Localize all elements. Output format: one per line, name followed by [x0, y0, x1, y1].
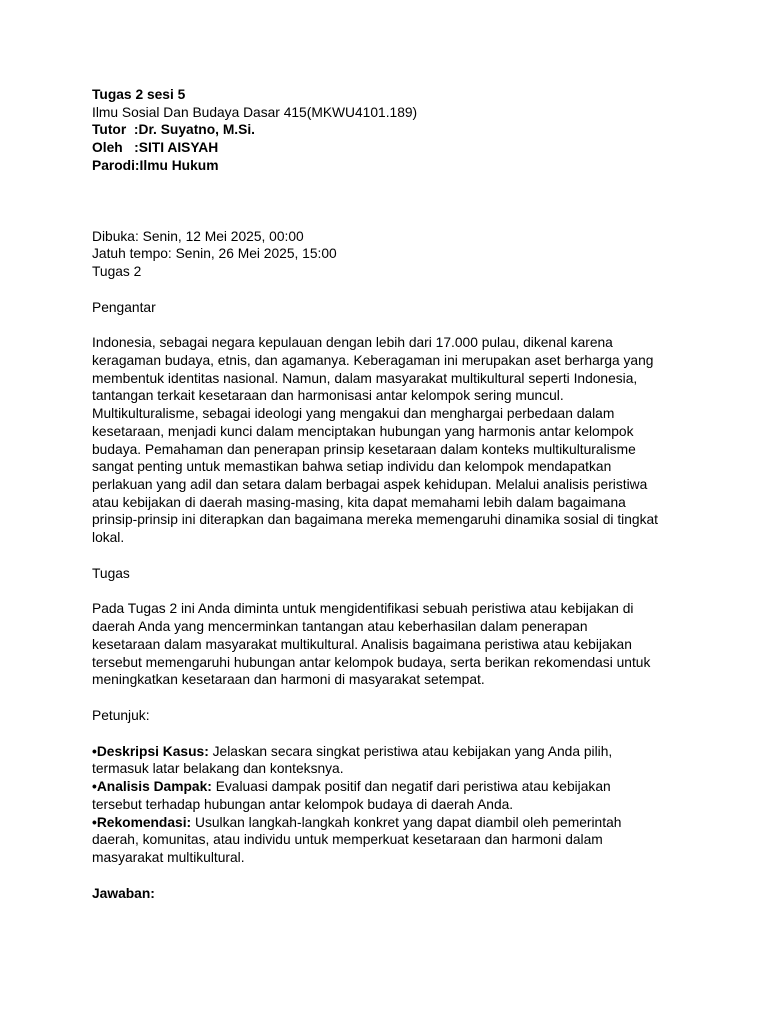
instruction-text: Evaluasi dampak positif dan negatif dari peristiwa atau kebijakan — [211, 779, 611, 795]
tutor-line: Tutor :Dr. Suyatno, M.Si. — [92, 122, 256, 138]
spacer — [92, 547, 684, 565]
paragraph-line: Indonesia, sebagai negara kepulauan dengan lebih dari 17.000 pulau, dikenal karena — [92, 335, 613, 351]
intro-heading: Pengantar — [92, 299, 156, 315]
paragraph-line: Multikulturalisme, sebagai ideologi yang mengakui dan menghargai perbedaan dalam — [92, 406, 615, 422]
paragraph-line: tantangan terkait kesetaraan dan harmonisasi antar kelompok sering muncul. — [92, 388, 564, 404]
opened-date: Dibuka: Senin, 12 Mei 2025, 00:00 — [92, 228, 304, 244]
spacer — [92, 689, 684, 707]
instruction-text: Usulkan langkah-langkah konkret yang dapat diambil oleh pemerintah — [191, 814, 622, 830]
spacer — [92, 725, 684, 743]
paragraph-line: kesetaraan, menjadi kunci dalam menciptakan hubungan yang harmonis antar kelompok — [92, 423, 634, 439]
paragraph-line: sangat penting untuk memastikan bahwa setiap individu dan kelompok mendapatkan — [92, 459, 612, 475]
instruction-text: termasuk latar belakang dan konteksnya. — [92, 761, 344, 777]
task-heading: Tugas — [92, 565, 130, 581]
spacer — [92, 316, 684, 334]
paragraph-line: kesetaraan dalam masyarakat multikultural. Analisis bagaimana peristiwa atau kebijakan — [92, 636, 632, 652]
assignment-title: Tugas 2 sesi 5 — [92, 87, 186, 102]
paragraph-line: atau kebijakan di daerah masing-masing, kita dapat memahami lebih dalam bagaimana — [92, 494, 626, 510]
instruction-text: tersebut terhadap hubungan antar kelompok budaya di daerah Anda. — [92, 796, 514, 812]
spacer — [92, 281, 684, 299]
paragraph-line: meningkatkan kesetaraan dan harmoni di masyarakat setempat. — [92, 672, 485, 688]
paragraph-line: lokal. — [92, 530, 125, 546]
instruction-text: masyarakat multikultural. — [92, 849, 245, 865]
document-header — [92, 86, 684, 175]
instruction-label: •Deskripsi Kasus: — [92, 743, 209, 759]
paragraph-line: keragaman budaya, etnis, dan agamanya. Keberagaman ini merupakan aset berharga yang — [92, 353, 654, 369]
spacer — [92, 175, 684, 228]
paragraph-line: tersebut memengaruhi hubungan antar kelompok budaya, serta berikan rekomendasi untuk — [92, 654, 651, 670]
instructions-list — [92, 743, 684, 867]
spacer — [92, 867, 684, 885]
instruction-item-recommendation — [92, 814, 684, 867]
task-label: Tugas 2 — [92, 263, 142, 279]
instruction-label: •Rekomendasi: — [92, 814, 192, 830]
instruction-item-impact-analysis — [92, 778, 684, 813]
paragraph-line: Pada Tugas 2 ini Anda diminta untuk mengidentifikasi sebuah peristiwa atau kebijakan di — [92, 601, 634, 617]
paragraph-line: perlakuan yang adil dan setara dalam berbagai aspek kehidupan. Melalui analisis peristiwa — [92, 476, 648, 492]
instruction-item-case-description — [92, 743, 684, 778]
due-date: Jatuh tempo: Senin, 26 Mei 2025, 15:00 — [92, 246, 337, 262]
author-line: Oleh :SITI AISYAH — [92, 140, 219, 156]
program-line: Parodi:Ilmu Hukum — [92, 157, 219, 173]
intro-paragraph — [92, 334, 684, 546]
instructions-heading: Petunjuk: — [92, 707, 150, 723]
answer-heading: Jawaban: — [92, 885, 155, 901]
paragraph-line: budaya. Pemahaman dan penerapan prinsip kesetaraan dalam konteks multikulturalisme — [92, 441, 636, 457]
paragraph-line: prinsip-prinsip ini diterapkan dan bagaimana mereka memengaruhi dinamika sosial di tingkat — [92, 512, 658, 528]
instruction-text: Jelaskan secara singkat peristiwa atau kebijakan yang Anda pilih, — [208, 743, 613, 759]
paragraph-line: membentuk identitas nasional. Namun, dalam masyarakat multikultural seperti Indonesia, — [92, 370, 638, 386]
spacer — [92, 582, 684, 600]
task-paragraph — [92, 600, 684, 689]
instruction-text: daerah, komunitas, atau individu untuk memperkuat kesetaraan dan harmoni dalam — [92, 832, 603, 848]
course-name: Ilmu Sosial Dan Budaya Dasar 415(MKWU4101.189) — [92, 104, 418, 120]
schedule-block — [92, 228, 684, 281]
instruction-label: •Analisis Dampak: — [92, 779, 212, 795]
paragraph-line: daerah Anda yang mencerminkan tantangan atau keberhasilan dalam penerapan — [92, 619, 588, 635]
